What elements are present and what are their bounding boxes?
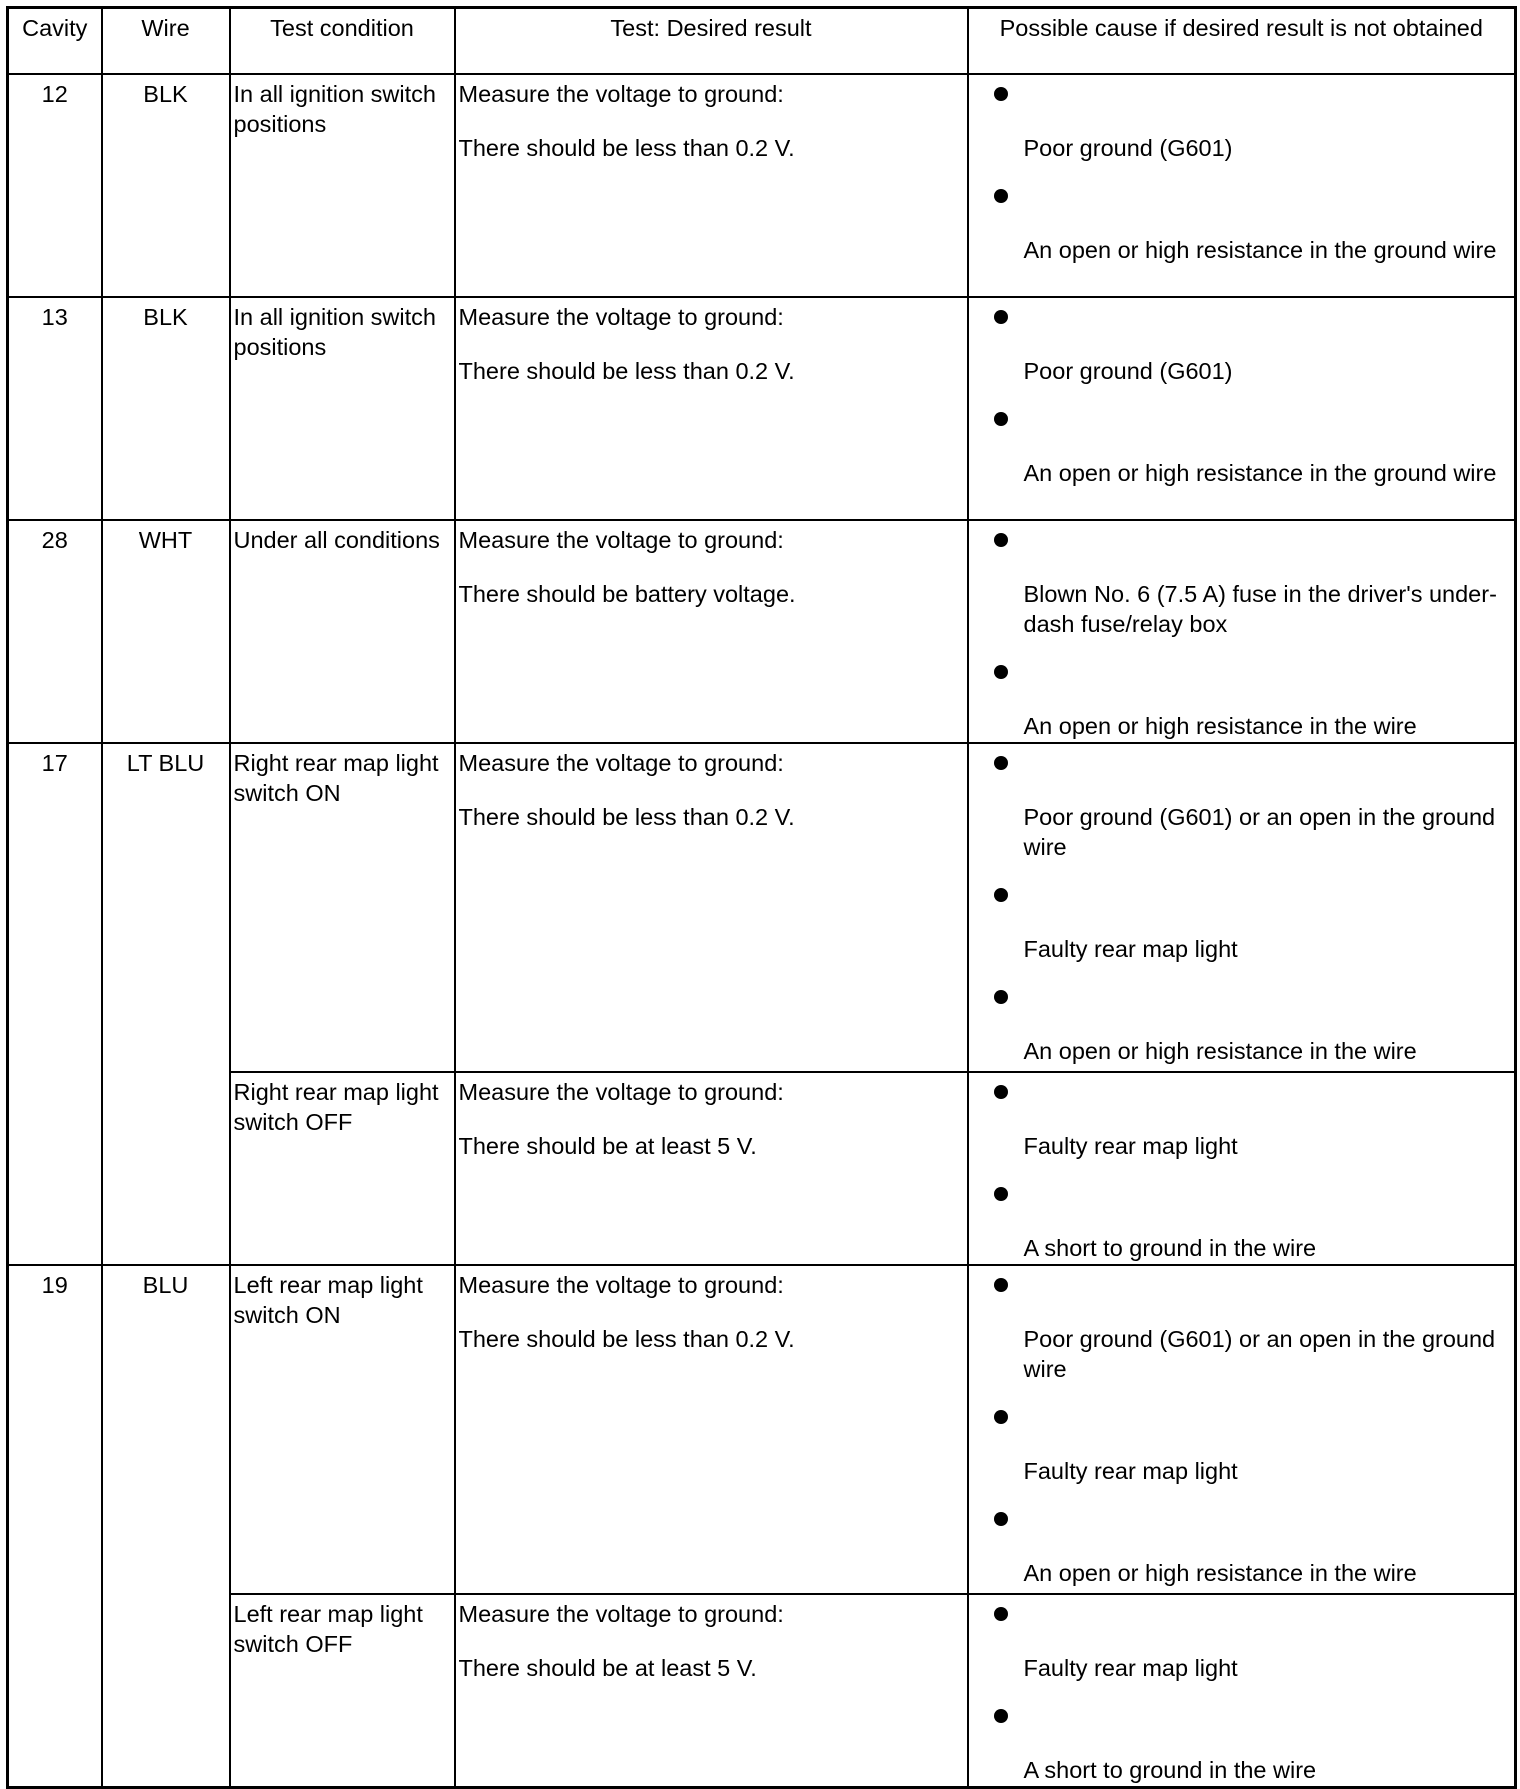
list-item xyxy=(972,404,1512,488)
possible-cause-cell xyxy=(968,74,1516,297)
bullet-icon xyxy=(994,1402,1008,1432)
list-item xyxy=(972,880,1512,982)
cause-text: Poor ground (G601) xyxy=(1023,135,1233,161)
test-instruction: Measure the voltage to ground: xyxy=(458,750,784,776)
wire-cell: BLU xyxy=(102,1265,230,1787)
bullet-icon xyxy=(994,1179,1008,1209)
table-row xyxy=(8,1265,1516,1594)
bullet-icon xyxy=(994,1701,1008,1731)
wire-cell: BLK xyxy=(102,297,230,520)
header-test-condition: Test condition xyxy=(230,8,455,75)
list-item xyxy=(972,79,1512,181)
list-item xyxy=(972,1179,1512,1263)
test-instruction: Measure the voltage to ground: xyxy=(458,527,784,553)
bullet-icon xyxy=(994,1504,1008,1534)
cause-text: Poor ground (G601) or an open in the ground wire xyxy=(1023,1326,1496,1382)
header-cavity: Cavity xyxy=(8,8,102,75)
cause-text: An open or high resistance in the ground wire xyxy=(1023,460,1497,486)
wire-cell: WHT xyxy=(102,520,230,743)
cavity-cell: 19 xyxy=(8,1265,102,1787)
table-row xyxy=(8,1594,1516,1787)
list-item xyxy=(972,748,1512,880)
desired-result-cell xyxy=(455,1072,968,1265)
bullet-icon xyxy=(994,79,1008,109)
header-wire: Wire xyxy=(102,8,230,75)
condition-cell: Right rear map light switch OFF xyxy=(230,1072,455,1265)
bullet-icon xyxy=(994,181,1008,211)
cause-text: Faulty rear map light xyxy=(1023,1133,1238,1159)
cause-text: An open or high resistance in the ground wire xyxy=(1023,237,1497,263)
bullet-icon xyxy=(994,880,1008,910)
cavity-cell: 13 xyxy=(8,297,102,520)
desired-result-cell xyxy=(455,520,968,743)
cause-text: Poor ground (G601) or an open in the ground wire xyxy=(1023,804,1496,860)
cause-text: An open or high resistance in the wire xyxy=(1023,1038,1417,1064)
test-instruction: Measure the voltage to ground: xyxy=(458,304,784,330)
table-row xyxy=(8,520,1516,743)
possible-cause-cell xyxy=(968,1265,1516,1594)
test-instruction: Measure the voltage to ground: xyxy=(458,1601,784,1627)
condition-cell: Right rear map light switch ON xyxy=(230,743,455,1072)
cause-text: Poor ground (G601) xyxy=(1023,358,1233,384)
cause-text: Faulty rear map light xyxy=(1023,1655,1238,1681)
bullet-icon xyxy=(994,657,1008,687)
possible-cause-cell xyxy=(968,743,1516,1072)
bullet-icon xyxy=(994,525,1008,555)
list-item xyxy=(972,181,1512,265)
cause-text: Faulty rear map light xyxy=(1023,936,1238,962)
wire-cell: BLK xyxy=(102,74,230,297)
bullet-icon xyxy=(994,1270,1008,1300)
header-possible-cause: Possible cause if desired result is not obtained xyxy=(968,8,1516,75)
possible-cause-cell xyxy=(968,1594,1516,1787)
cause-text: A short to ground in the wire xyxy=(1023,1757,1317,1783)
desired-result-cell xyxy=(455,1265,968,1594)
desired-result-cell xyxy=(455,297,968,520)
cavity-cell: 12 xyxy=(8,74,102,297)
condition-cell: In all ignition switch positions xyxy=(230,74,455,297)
bullet-icon xyxy=(994,748,1008,778)
bullet-icon xyxy=(994,982,1008,1012)
header-desired-result: Test: Desired result xyxy=(455,8,968,75)
cavity-cell: 17 xyxy=(8,743,102,1265)
list-item xyxy=(972,1270,1512,1402)
circuit-test-table xyxy=(6,6,1517,1789)
table-row xyxy=(8,297,1516,520)
test-result: There should be at least 5 V. xyxy=(458,1133,757,1159)
desired-result-cell xyxy=(455,74,968,297)
list-item xyxy=(972,1504,1512,1588)
cavity-cell: 28 xyxy=(8,520,102,743)
test-result: There should be at least 5 V. xyxy=(458,1655,757,1681)
condition-cell: Under all conditions xyxy=(230,520,455,743)
list-item xyxy=(972,1077,1512,1179)
possible-cause-cell xyxy=(968,297,1516,520)
bullet-icon xyxy=(994,1599,1008,1629)
bullet-icon xyxy=(994,302,1008,332)
bullet-icon xyxy=(994,1077,1008,1107)
test-instruction: Measure the voltage to ground: xyxy=(458,1272,784,1298)
desired-result-cell xyxy=(455,1594,968,1787)
table-row xyxy=(8,74,1516,297)
header-row xyxy=(8,8,1516,75)
table-row xyxy=(8,1072,1516,1265)
test-result: There should be battery voltage. xyxy=(458,581,796,607)
list-item xyxy=(972,657,1512,741)
cause-text: Faulty rear map light xyxy=(1023,1458,1238,1484)
test-instruction: Measure the voltage to ground: xyxy=(458,1079,784,1105)
test-result: There should be less than 0.2 V. xyxy=(458,804,795,830)
test-instruction: Measure the voltage to ground: xyxy=(458,81,784,107)
test-result: There should be less than 0.2 V. xyxy=(458,358,795,384)
cause-text: An open or high resistance in the wire xyxy=(1023,1560,1417,1586)
list-item xyxy=(972,302,1512,404)
table-row xyxy=(8,743,1516,1072)
cause-text: A short to ground in the wire xyxy=(1023,1235,1317,1261)
wire-cell: LT BLU xyxy=(102,743,230,1265)
list-item xyxy=(972,982,1512,1066)
possible-cause-cell xyxy=(968,1072,1516,1265)
list-item xyxy=(972,1599,1512,1701)
cause-text: Blown No. 6 (7.5 A) fuse in the driver's under-dash fuse/relay box xyxy=(1023,581,1497,637)
condition-cell: Left rear map light switch OFF xyxy=(230,1594,455,1787)
desired-result-cell xyxy=(455,743,968,1072)
cause-text: An open or high resistance in the wire xyxy=(1023,713,1417,739)
list-item xyxy=(972,525,1512,657)
condition-cell: In all ignition switch positions xyxy=(230,297,455,520)
condition-cell: Left rear map light switch ON xyxy=(230,1265,455,1594)
bullet-icon xyxy=(994,404,1008,434)
list-item xyxy=(972,1701,1512,1785)
test-result: There should be less than 0.2 V. xyxy=(458,135,795,161)
possible-cause-cell xyxy=(968,520,1516,743)
test-result: There should be less than 0.2 V. xyxy=(458,1326,795,1352)
list-item xyxy=(972,1402,1512,1504)
